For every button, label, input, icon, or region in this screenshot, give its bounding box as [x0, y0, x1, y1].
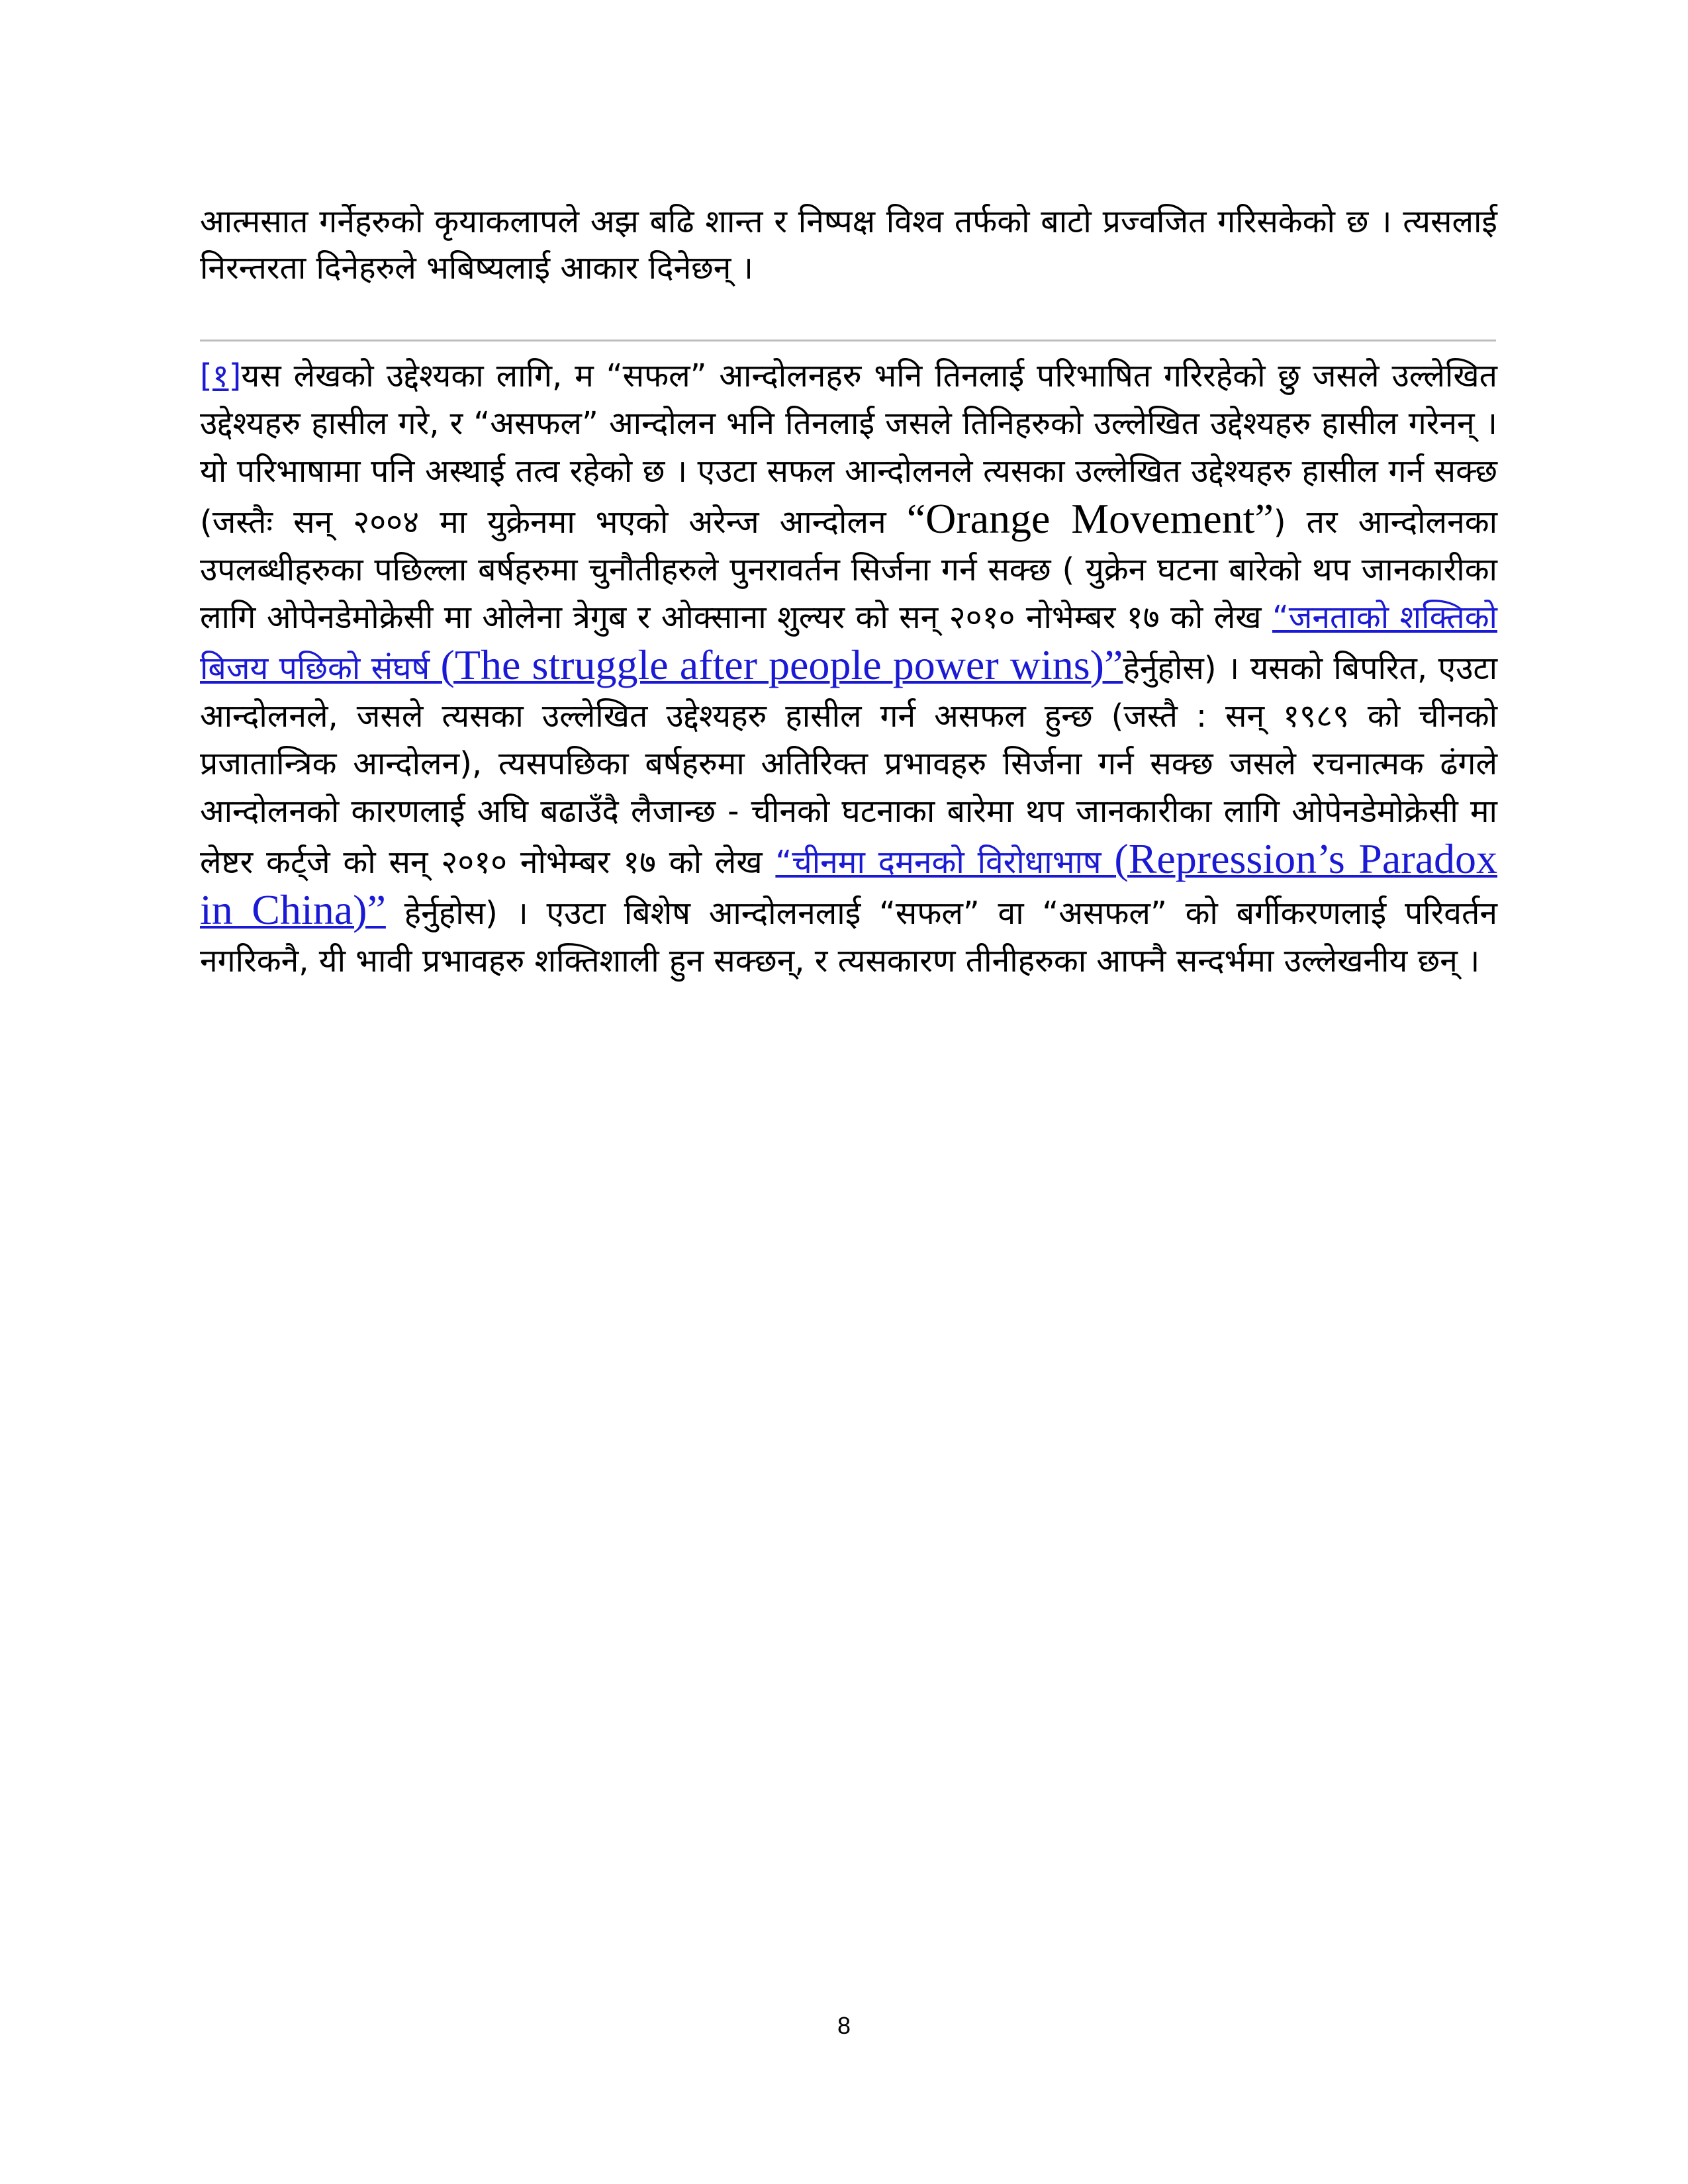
footnote-text-part-3: हेर्नुहोस) । यसको बिपरित, एउटा आन्दोलनले, जसले त्यसका उल्लेखित उद्देश्यहरु हासील गर्न असफल हुन्छ (जस्तै : सन् १९८९ को चीनको प्रजातान्त्रिक आन्दोलन), त्यसपछिका बर्षहरुमा अतिरिक्त प्रभावहरु सिर्जना गर्न सक्छ जसले रचनात्मक ढंगले आन्दोलनको कारणलाई अघि बढाउँदै लैजान्छ - चीनको घटनाका बारेमा थप जानकारीका लागि ओपेनडेमोक्रेसी मा लेष्टर कर्ट्जे को सन् २०१० नोभेम्बर १७ को लेख: [200, 650, 1497, 881]
footnote-text-part-1: यस लेखको उद्देश्यका लागि, म “सफल” आन्दोलनहरु भनि तिनलाई परिभाषित गरिरहेको छु जसले उल्लेखित उद्देश्यहरु हासील गरे, र “असफल” आन्दोलन भनि तिनलाई जसले तिनिहरुको उल्लेखित उद्देश्यहरु हासील गरेनन् । यो परिभाषामा पनि अस्थाई तत्व रहेको छ । एउटा सफल आन्दोलनले त्यसका उल्लेखित उद्देश्यहरु हासील गर्न सक्छ (जस्तैः सन् २००४ मा युक्रेनमा भएको अरेन्ज आन्दोलन: [200, 357, 1497, 541]
footnote-1: [200, 352, 1497, 985]
repression-link-english: (Repression’s Paradox in China)”: [200, 835, 1498, 933]
page-number: 8: [837, 2012, 851, 2039]
footnote-ref-link[interactable]: [१]: [200, 357, 242, 394]
people-power-link-nepali: “जनताको शक्तिको बिजय पछिको संघर्ष: [200, 599, 1497, 687]
people-power-link-english: (The struggle after people power wins)”: [440, 641, 1123, 688]
orange-movement-term: “Orange Movement”: [906, 495, 1274, 542]
footnote-separator: [200, 340, 1496, 341]
footnote-text-part-4: हेर्नुहोस) । एउटा बिशेष आन्दोलनलाई “सफल” वा “असफल” को बर्गीकरणलाई परिवर्तन नगरिकनै, यी भावी प्रभावहरु शक्तिशाली हुन सक्छन्, र त्यसकारण तीनीहरुका आफ्नै सन्दर्भमा उल्लेखनीय छन् ।: [200, 895, 1497, 979]
repression-link-nepali: “चीनमा दमनको विरोधाभाष: [775, 844, 1115, 881]
closing-paragraph: आत्मसात गर्नेहरुको कृयाकलापले अझ बढि शान्त र निष्पक्ष विश्व तर्फको बाटो प्रज्वजित गरिसकेको छ । त्यसलाई निरन्तरता दिनेहरुले भबिष्यलाई आकार दिनेछन् ।: [200, 203, 1497, 287]
footnote-text-part-2: ) तर आन्दोलनका उपलब्धीहरुका पछिल्ला बर्षहरुमा चुनौतीहरुले पुनरावर्तन सिर्जना गर्न सक्छ ( युक्रेन घटना बारेको थप जानकारीका लागि ओपेनडेमोक्रेसी मा ओलेना त्रेगुब र ओक्साना शुल्यर को सन् २०१० नोभेम्बर १७ को लेख: [200, 504, 1497, 636]
